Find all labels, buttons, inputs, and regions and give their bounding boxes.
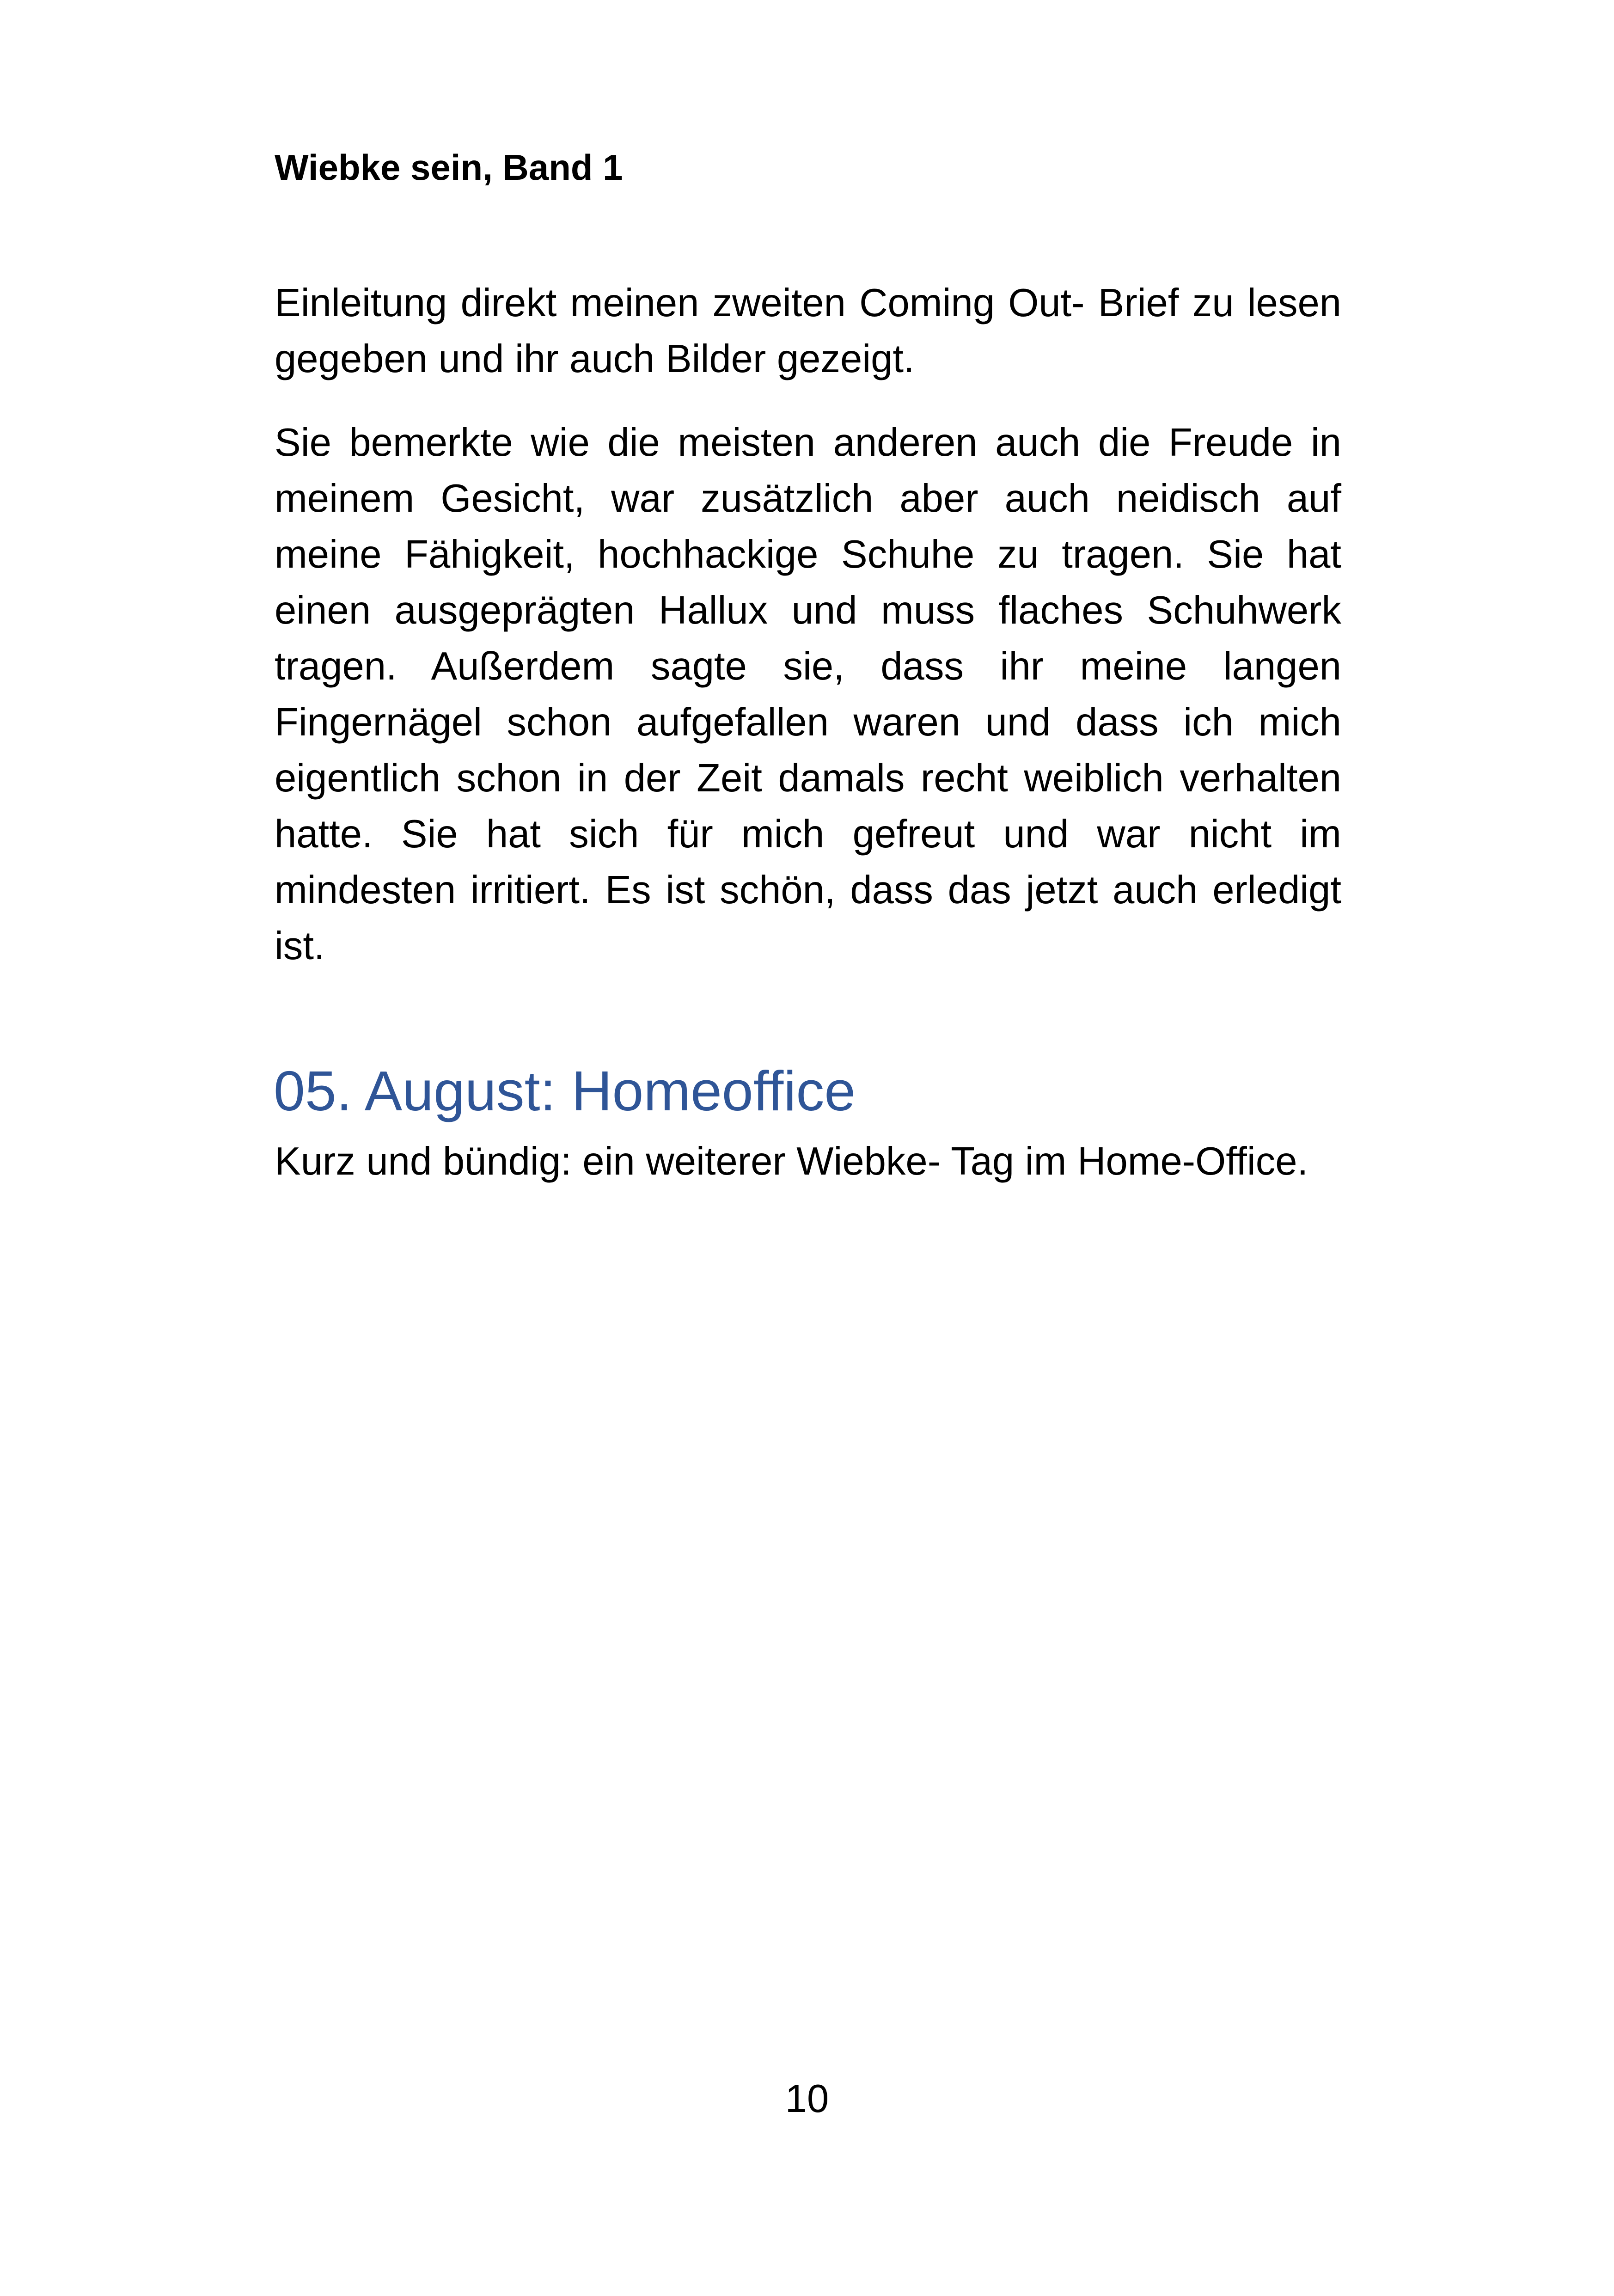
paragraph: Einleitung direkt meinen zweiten Coming Out- Brief zu lesen gegeben und ihr auch Bilder gezeigt.	[275, 281, 1341, 381]
body-text	[275, 275, 1341, 1002]
section-heading: 05. August: Homeoffice	[274, 1059, 856, 1122]
running-header: Wiebke sein, Band 1	[275, 147, 623, 188]
page-number: 10	[785, 2077, 829, 2121]
section-paragraph: Kurz und bündig: ein weiterer Wiebke- Tag im Home-Office.	[275, 1139, 1308, 1183]
paragraph: Sie bemerkte wie die meisten anderen auch die Freude in meinem Gesicht, war zusätzlich aber auch neidisch auf meine Fähigkeit, hochhackige Schuhe zu tragen. Sie hat einen ausgeprägten Hallux und muss flaches Schuhwerk tragen. Außerdem sagte sie, dass ihr meine langen Fingernägel schon aufgefallen waren und dass ich mich eigentlich schon in der Zeit damals recht weiblich verhalten hatte. Sie hat sich für mich gefreut und war nicht im mindesten irritiert. Es ist schön, dass das jetzt auch erledigt ist.	[275, 421, 1341, 968]
